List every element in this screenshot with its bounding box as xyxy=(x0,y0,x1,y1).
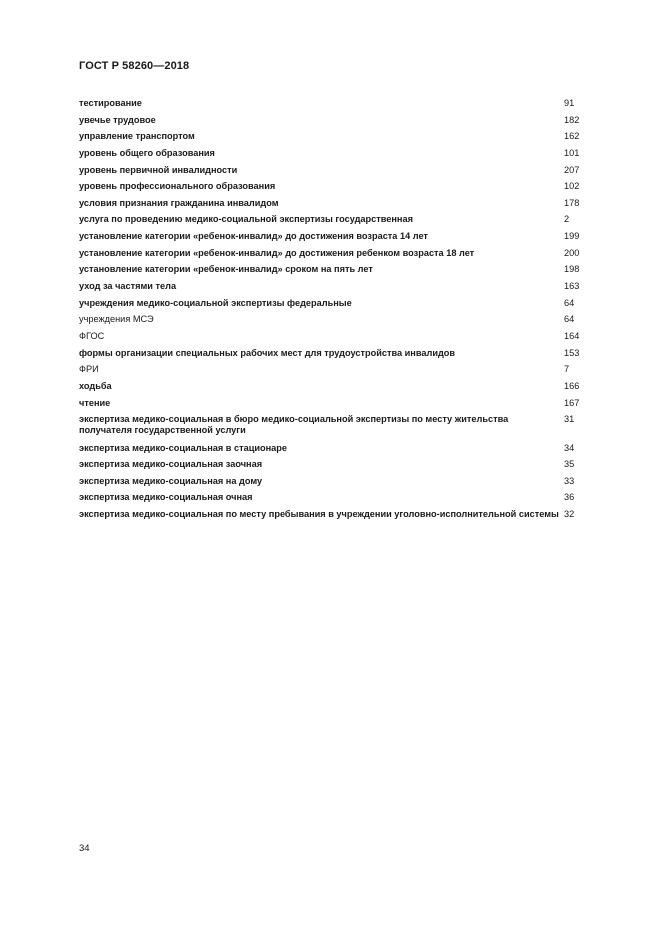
index-term: установление категории «ребенок-инвалид» до достижения возраста 14 лет xyxy=(79,231,428,242)
index-term: экспертиза медико-социальная в стационаре xyxy=(79,442,287,453)
index-term: условия признания гражданина инвалидом xyxy=(79,197,279,208)
index-entry xyxy=(79,348,596,359)
index-term: уход за частями тела xyxy=(79,281,177,292)
document-header: ГОСТ Р 58260—2018 xyxy=(79,60,190,72)
index-entry xyxy=(79,398,596,409)
index-entry xyxy=(79,115,596,126)
index-entry xyxy=(79,98,596,109)
index-entry xyxy=(79,214,596,225)
index-entry xyxy=(79,131,596,142)
index-term: экспертиза медико-социальная очная xyxy=(79,492,253,503)
index-page-number: 34 xyxy=(564,442,575,453)
index-page-number: 64 xyxy=(564,297,575,308)
index-entry xyxy=(79,231,596,242)
index-term: установление категории «ребенок-инвалид» сроком на пять лет xyxy=(79,264,373,275)
index-term: управление транспортом xyxy=(79,131,195,142)
index-term: учреждения медико-социальной экспертизы федеральные xyxy=(79,297,352,308)
index-page-number: 164 xyxy=(564,330,580,341)
index-page-number: 101 xyxy=(564,147,580,158)
index-term: уровень общего образования xyxy=(79,147,215,158)
index-term: экспертиза медико-социальная в бюро медико-социальной экспертизы по месту жительства получателя государственной услуги xyxy=(79,414,509,436)
index-page-number: 102 xyxy=(564,181,580,192)
index-entry xyxy=(79,443,596,454)
index-page-number: 91 xyxy=(564,98,575,108)
index-page-number: 199 xyxy=(564,231,580,242)
index-entry xyxy=(79,459,596,470)
subject-index xyxy=(79,98,596,527)
index-term: установление категории «ребенок-инвалид» до достижения ребенком возраста 18 лет xyxy=(79,247,475,258)
page-number: 34 xyxy=(79,843,90,854)
index-entry xyxy=(79,476,596,487)
index-entry xyxy=(79,248,596,259)
index-term: уровень профессионального образования xyxy=(79,181,276,192)
index-term: увечье трудовое xyxy=(79,114,156,125)
index-page-number: 153 xyxy=(564,347,580,358)
index-entry xyxy=(79,381,596,392)
index-page-number: 167 xyxy=(564,397,580,408)
index-page-number: 200 xyxy=(564,247,580,258)
index-entry xyxy=(79,509,596,520)
index-page-number: 207 xyxy=(564,164,580,175)
index-page-number: 36 xyxy=(564,492,575,503)
index-term: учреждения МСЭ xyxy=(79,314,154,325)
index-entry xyxy=(79,165,596,176)
index-term: чтение xyxy=(79,397,111,408)
index-page-number: 32 xyxy=(564,509,575,520)
index-term: экспертиза медико-социальная заочная xyxy=(79,459,263,470)
index-term: ФРИ xyxy=(79,364,99,375)
index-entry xyxy=(79,181,596,192)
index-entry xyxy=(79,281,596,292)
index-page-number: 166 xyxy=(564,380,580,391)
index-term: экспертиза медико-социальная на дому xyxy=(79,475,263,486)
index-entry xyxy=(79,148,596,159)
index-page-number: 31 xyxy=(564,414,575,425)
index-entry xyxy=(79,364,596,375)
index-entry xyxy=(79,314,596,325)
index-page-number: 198 xyxy=(564,264,580,275)
index-term: услуга по проведению медико-социальной экспертизы государственная xyxy=(79,214,413,225)
index-term: тестирование xyxy=(79,98,142,108)
index-entry xyxy=(79,198,596,209)
index-entry xyxy=(79,264,596,275)
index-entry xyxy=(79,414,596,436)
index-page-number: 178 xyxy=(564,197,580,208)
index-page-number: 162 xyxy=(564,131,580,142)
index-page-number: 7 xyxy=(564,364,570,375)
index-term: экспертиза медико-социальная по месту пребывания в учреждении уголовно-исполнительной системы xyxy=(79,509,559,520)
index-page-number: 2 xyxy=(564,214,570,225)
index-term: ходьба xyxy=(79,380,112,391)
index-page-number: 33 xyxy=(564,475,575,486)
index-entry xyxy=(79,492,596,503)
index-term: уровень первичной инвалидности xyxy=(79,164,238,175)
index-page-number: 64 xyxy=(564,314,575,325)
index-page-number: 182 xyxy=(564,114,580,125)
index-entry xyxy=(79,298,596,309)
index-page-number: 35 xyxy=(564,459,575,470)
index-term: формы организации специальных рабочих мест для трудоустройства инвалидов xyxy=(79,347,456,358)
index-term: ФГОС xyxy=(79,330,105,341)
index-entry xyxy=(79,331,596,342)
index-page-number: 163 xyxy=(564,281,580,292)
